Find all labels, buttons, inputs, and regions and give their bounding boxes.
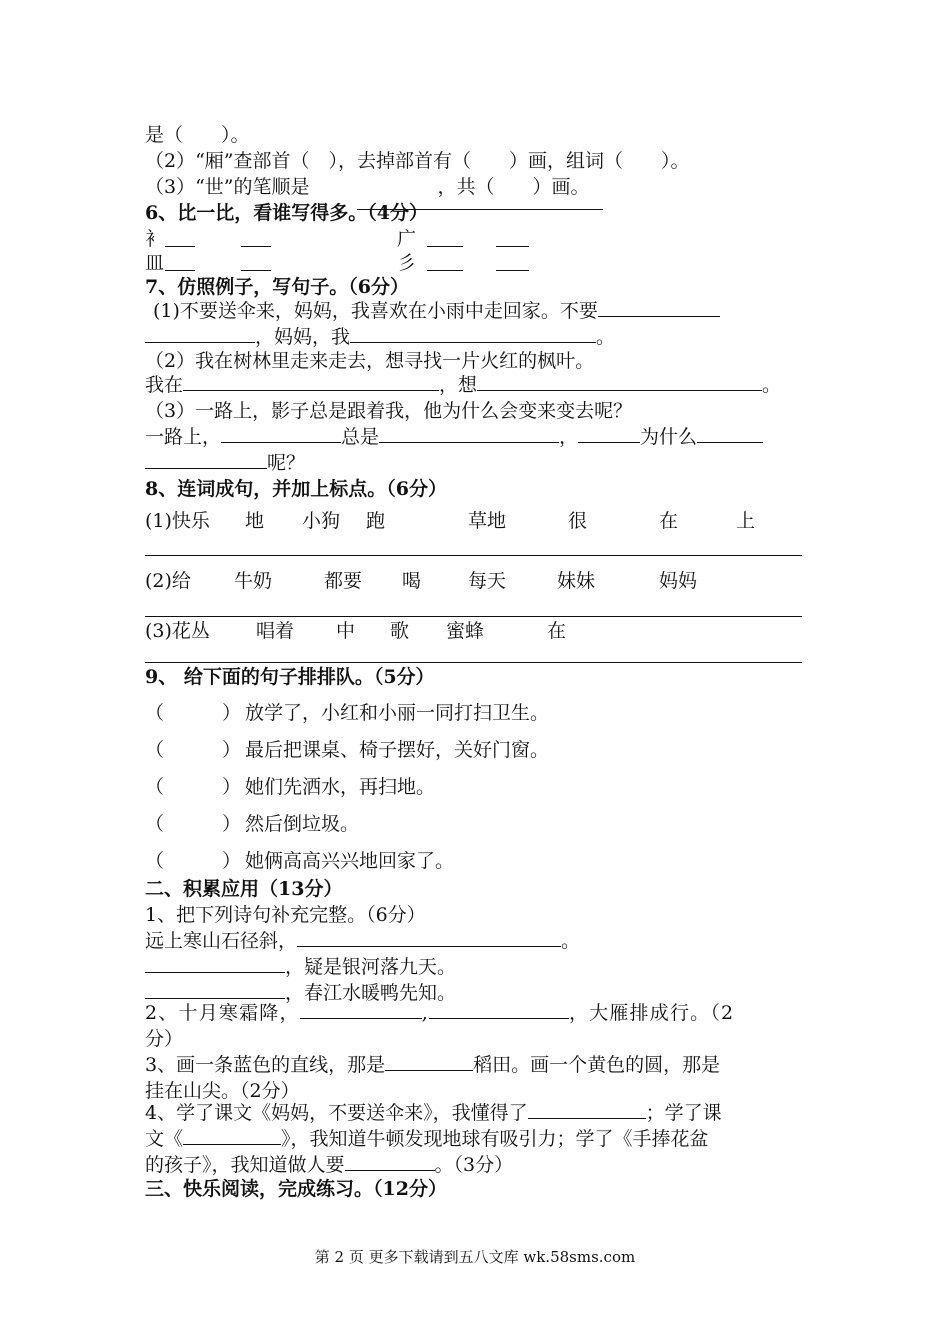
q7-answer-3-end: 呢？ <box>267 452 306 474</box>
blank[interactable] <box>345 1152 435 1171</box>
blank[interactable] <box>477 372 762 391</box>
q8-word: 在 <box>547 620 567 642</box>
q8-word: 歌 <box>390 620 410 642</box>
sec2-q4-line-2 <box>145 1126 709 1152</box>
q9-paren-left: （ <box>145 702 165 724</box>
q9-item: 最后把课桌、椅子摆好，关好门窗。 <box>245 739 550 761</box>
blank[interactable] <box>241 270 271 271</box>
blank[interactable] <box>429 1000 569 1019</box>
q5-line-3 <box>145 174 590 200</box>
blank[interactable] <box>183 1126 281 1145</box>
q7-answer-1 <box>145 324 615 350</box>
blank[interactable] <box>145 324 255 343</box>
q8-word: 中 <box>336 620 356 642</box>
blank[interactable] <box>183 372 439 391</box>
sec2-q4-line-3 <box>145 1152 513 1178</box>
q6-title: 6、比一比，看谁写得多。（4分） <box>145 202 428 224</box>
q9-paren-right: ） <box>222 850 242 872</box>
q5-line-3-prefix: （3）“世”的笔顺是 <box>145 176 310 198</box>
blank[interactable] <box>241 246 271 247</box>
q8-word: 很 <box>568 510 588 532</box>
blank[interactable] <box>165 270 195 271</box>
q8-word: 妹妹 <box>557 570 596 592</box>
q7-answer-3-cont <box>145 450 305 476</box>
blank[interactable] <box>221 424 341 443</box>
q8-word: 每天 <box>468 570 507 592</box>
q9-paren-right: ） <box>222 739 242 761</box>
sec2-poem-1 <box>145 928 580 954</box>
sec2-q3-text: 3、画一条蓝色的直线，那是 <box>145 1054 386 1076</box>
q8-word: (3)花丛 <box>145 620 210 642</box>
q6-radical-1: 衤 <box>145 228 165 250</box>
sec2-q3-cont: 挂在山尖。（2分） <box>145 1080 300 1102</box>
sec2-q4-text-2: ；学了课 <box>645 1102 722 1124</box>
q8-word: 唱着 <box>256 620 295 642</box>
q9-paren-right: ） <box>222 776 242 798</box>
q8-word: 蜜蜂 <box>446 620 485 642</box>
q7-answer-1-end: 。 <box>596 326 616 348</box>
q8-word: (2)给 <box>145 570 191 592</box>
q8-answer-line-2[interactable] <box>145 616 802 617</box>
q7-example-1-text: (1)不要送伞来，妈妈，我喜欢在小雨中走回家。不要 <box>153 300 598 322</box>
blank[interactable] <box>496 270 529 271</box>
q6-radical-4: 彡 <box>397 252 417 274</box>
section-2-title: 二、积累应用（13分） <box>145 878 343 900</box>
blank[interactable] <box>145 954 285 973</box>
blank[interactable] <box>350 324 596 343</box>
q9-paren-left: （ <box>145 776 165 798</box>
q7-answer-2 <box>145 372 781 398</box>
q7-title: 7、仿照例子，写句子。（6分） <box>145 276 409 298</box>
blank[interactable] <box>496 246 529 247</box>
q7-answer-3 <box>145 424 763 450</box>
q8-word: 都要 <box>324 570 363 592</box>
q8-word: 上 <box>736 510 756 532</box>
q7-example-2: （2）我在树林里走来走去，想寻找一片火红的枫叶。 <box>145 350 595 372</box>
q9-paren-left: （ <box>145 813 165 835</box>
q8-word: 牛奶 <box>234 570 273 592</box>
sec2-poem-3-text: ，春江水暖鸭先知。 <box>285 982 457 1004</box>
q8-word: 跑 <box>366 510 386 532</box>
q5-line-1: 是（ ）。 <box>145 124 250 146</box>
blank[interactable] <box>427 270 463 271</box>
q7-answer-3-comma: ， <box>559 426 579 448</box>
blank[interactable] <box>598 298 720 317</box>
q5-line-3-suffix: ，共（ ）画。 <box>437 176 590 198</box>
blank[interactable] <box>165 246 195 247</box>
blank[interactable] <box>297 928 561 947</box>
sec2-poem-1-end: 。 <box>561 930 581 952</box>
q9-title: 9、 给下面的句子排排队。（5分） <box>145 666 435 688</box>
blank[interactable] <box>697 424 763 443</box>
section-3-title: 三、快乐阅读，完成练习。（12分） <box>145 1178 447 1200</box>
blank[interactable] <box>427 246 463 247</box>
q7-answer-2-start: 我在 <box>145 374 184 396</box>
page-footer: 第 2 页 更多下载请到五八文库 wk.58sms.com <box>314 1248 636 1266</box>
sec2-q1: 1、把下列诗句补充完整。（6分） <box>145 904 426 926</box>
blank[interactable] <box>578 424 640 443</box>
q7-answer-2-end: 。 <box>762 374 782 396</box>
sec2-q3-text-2: 稻田。画一个黄色的圆，那是 <box>473 1054 721 1076</box>
q8-answer-line-1[interactable] <box>145 555 802 556</box>
q9-item: 她俩高高兴兴地回家了。 <box>245 850 455 872</box>
q7-answer-3-why: 为什么 <box>640 426 698 448</box>
q8-word: 地 <box>245 510 265 532</box>
blank[interactable] <box>145 980 285 999</box>
sec2-q4 <box>145 1100 722 1126</box>
q7-answer-2-mid: ，想 <box>439 374 478 396</box>
q7-example-3: （3）一路上，影子总是跟着我，他为什么会变来变去呢？ <box>145 400 633 422</box>
blank[interactable] <box>300 1000 422 1019</box>
q9-item: 然后倒垃圾。 <box>245 813 360 835</box>
q8-word: 妈妈 <box>659 570 698 592</box>
sec2-q2-text: 2、十月寒霜降， <box>145 1002 300 1024</box>
q9-paren-right: ） <box>222 813 242 835</box>
q7-answer-1-text: ，妈妈，我 <box>255 326 351 348</box>
q8-word: 小狗 <box>302 510 341 532</box>
sec2-q2-text-2: ，大雁排成行。（2 <box>568 1002 735 1024</box>
sec2-q2 <box>145 1000 734 1026</box>
sec2-q4-text-6: 。（3分） <box>434 1154 514 1176</box>
q6-radical-2: 广 <box>397 228 417 250</box>
q8-word: 喝 <box>402 570 422 592</box>
blank[interactable] <box>145 450 267 469</box>
q9-paren-left: （ <box>145 739 165 761</box>
sec2-poem-1-text: 远上寒山石径斜， <box>145 930 298 952</box>
q9-item: 她们先洒水，再扫地。 <box>245 776 436 798</box>
sec2-q2-cont: 分） <box>145 1028 184 1050</box>
q8-title: 8、连词成句，并加上标点。（6分） <box>145 478 447 500</box>
sec2-q4-text-4: 》，我知道牛顿发现地球有吸引力；学了《手捧花盆 <box>281 1128 709 1150</box>
q7-example-1 <box>153 298 720 324</box>
blank[interactable] <box>379 424 559 443</box>
sec2-q4-text: 4、学了课文《妈妈，不要送伞来》，我懂得了 <box>145 1102 528 1124</box>
blank[interactable] <box>528 1100 646 1119</box>
sec2-poem-2 <box>145 954 456 980</box>
q9-item: 放学了，小红和小丽一同打扫卫生。 <box>245 702 550 724</box>
q7-answer-3-mid: 总是 <box>341 426 380 448</box>
q6-radical-3: 皿 <box>145 252 165 274</box>
blank[interactable] <box>385 1052 473 1071</box>
q8-word: 草地 <box>468 510 507 532</box>
sec2-q4-text-3: 文《 <box>145 1128 184 1150</box>
q9-paren-right: ） <box>222 702 242 724</box>
sec2-q2-comma: , <box>421 1002 429 1024</box>
q8-word: (1)快乐 <box>145 510 210 532</box>
q8-word: 在 <box>659 510 679 532</box>
q9-paren-left: （ <box>145 850 165 872</box>
q6-strike-line <box>357 209 603 210</box>
q5-line-2: （2）“厢”查部首（ ），去掉部首有（ ）画，组词（ ）。 <box>145 150 690 172</box>
sec2-q4-text-5: 的孩子》，我知道做人要 <box>145 1154 345 1176</box>
sec2-poem-2-text: ，疑是银河落九天。 <box>285 956 457 978</box>
sec2-q3 <box>145 1052 720 1078</box>
q8-answer-line-3[interactable] <box>145 662 802 663</box>
q7-answer-3-start: 一路上， <box>145 426 222 448</box>
